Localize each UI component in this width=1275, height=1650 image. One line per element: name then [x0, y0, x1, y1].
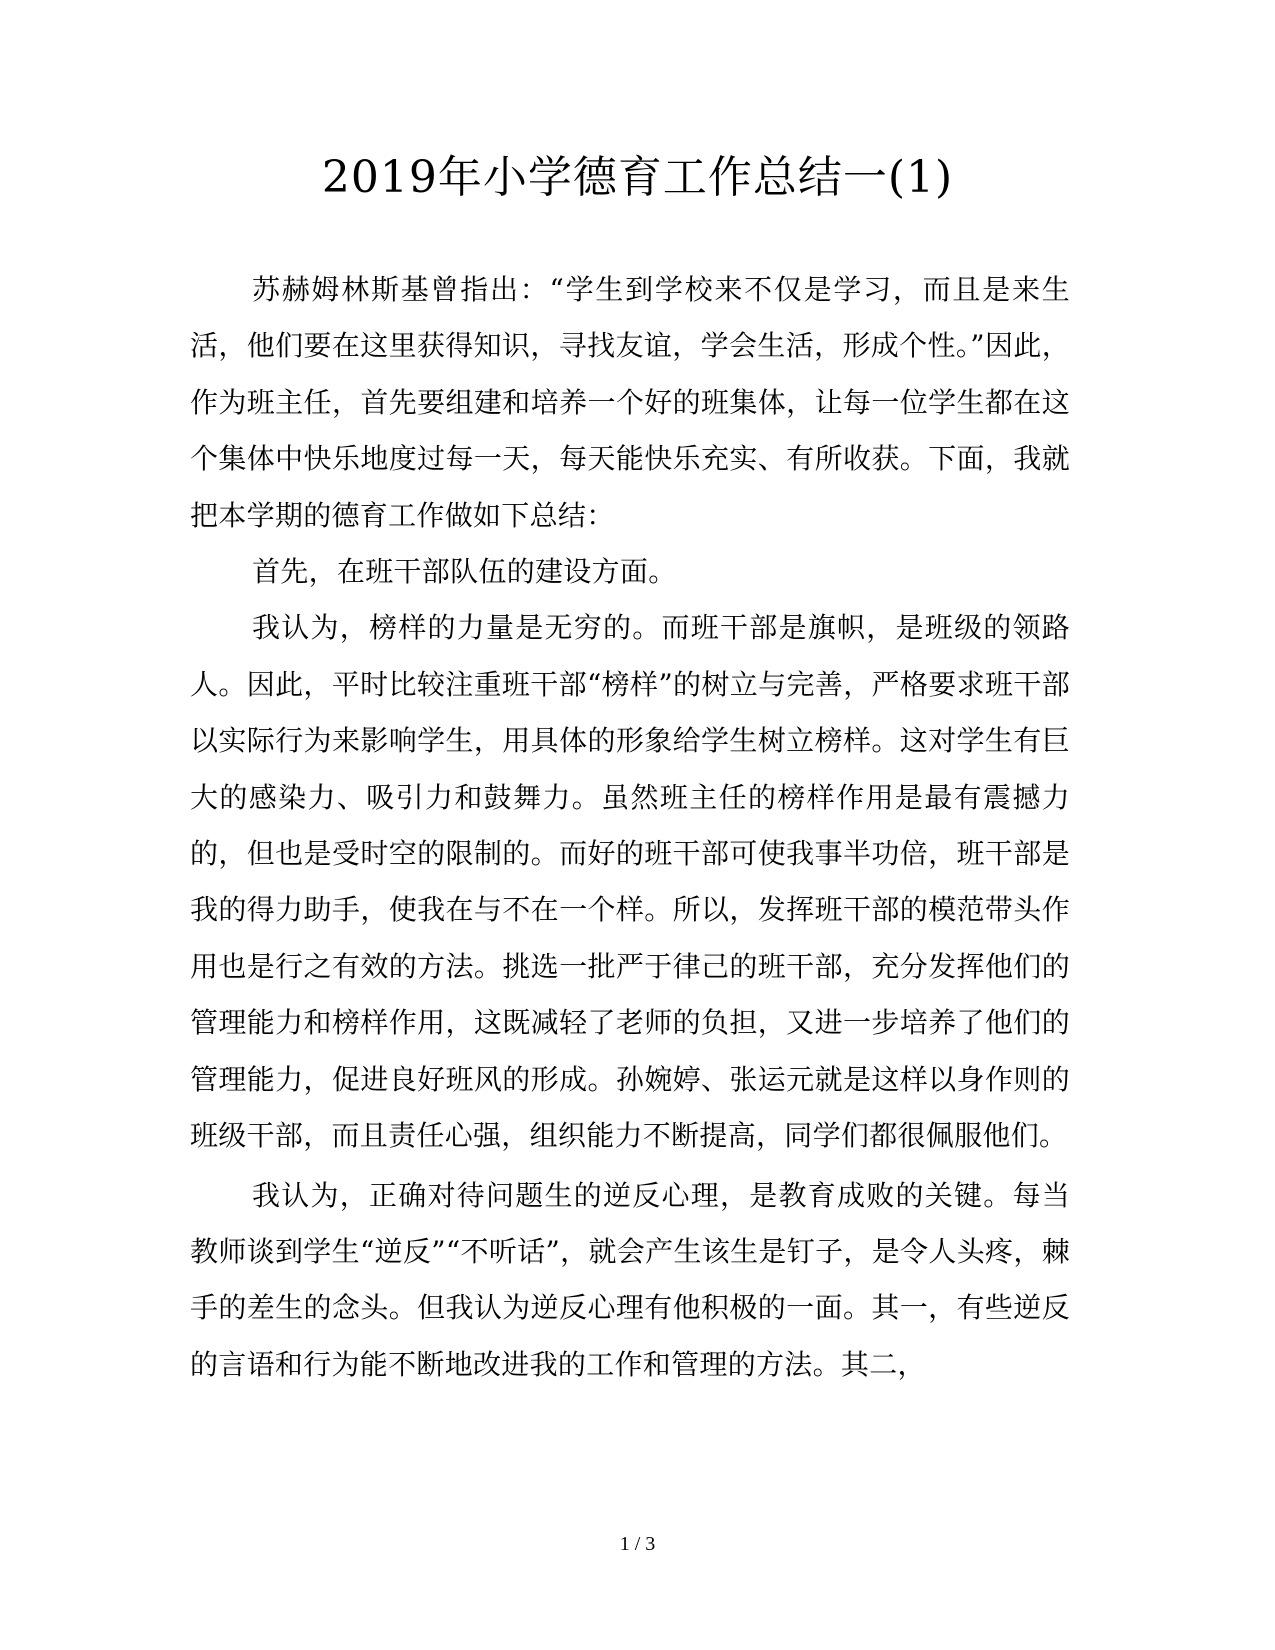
paragraph-heading-class-cadres: 首先，在班干部队伍的建设方面。 — [252, 555, 677, 589]
document-body — [190, 262, 1070, 1393]
paragraph-rebellious-students: 我认为，正确对待问题生的逆反心理，是教育成败的关键。每当教师谈到学生“逆反”“不听话”，就会产生该生是钉子，是令人头疼，棘手的差生的念头。但我认为逆反心理有他积极的一面。其一，有些逆反的言语和行为能不断地改进我的工作和管理的方法。其二， — [190, 1178, 1070, 1381]
paragraph-role-models: 我认为，榜样的力量是无穷的。而班干部是旗帜，是班级的领路人。因此，平时比较注重班干部“榜样”的树立与完善，严格要求班干部以实际行为来影响学生，用具体的形象给学生树立榜样。这对学生有巨大的感染力、吸引力和鼓舞力。虽然班主任的榜样作用是最有震撼力的，但也是受时空的限制的。而好的班干部可使我事半功倍，班干部是我的得力助手，使我在与不在一个样。所以，发挥班干部的模范带头作用也是行之有效的方法。挑选一批严于律己的班干部，充分发挥他们的管理能力和榜样作用，这既减轻了老师的负担，又进一步培养了他们的管理能力，促进良好班风的形成。孙婉婷、张运元就是这样以身作则的班级干部，而且责任心强，组织能力不断提高，同学们都很佩服他们。 — [190, 611, 1070, 1153]
paragraph-intro: 苏赫姆林斯基曾指出：“学生到学校来不仅是学习，而且是来生活，他们要在这里获得知识，寻找友谊，学会生活，形成个性。”因此，作为班主任，首先要组建和培养一个好的班集体，让每一位学生都在这个集体中快乐地度过每一天，每天能快乐充实、有所收获。下面，我就把本学期的德育工作做如下总结： — [190, 273, 1070, 532]
document-title: 2019年小学德育工作总结一(1) — [321, 152, 954, 203]
page-number: 1 / 3 — [619, 1533, 656, 1555]
